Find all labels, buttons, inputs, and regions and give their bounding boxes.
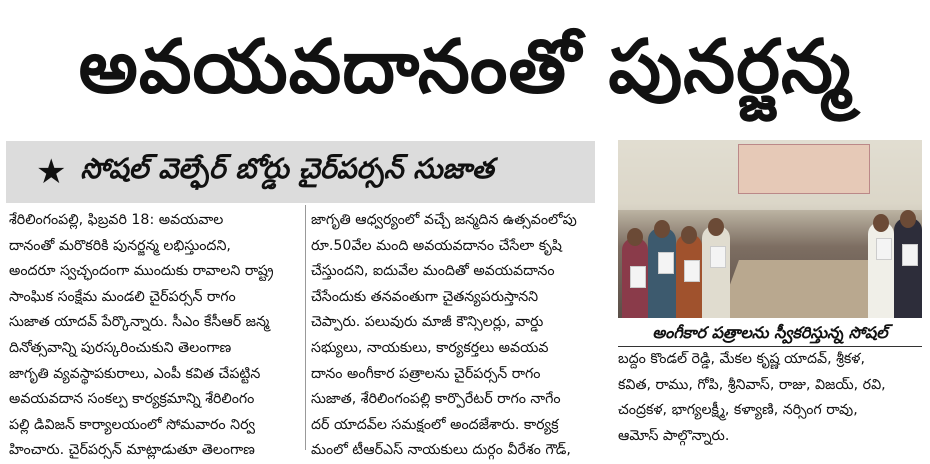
subheading: సోషల్ వెల్ఫేర్ బోర్డు చైర్‌పర్సన్ సుజాత — [80, 152, 494, 185]
photo-head — [681, 226, 697, 244]
photo-head — [900, 210, 916, 228]
news-photo — [618, 140, 922, 318]
text-line: బద్దం కొండల్ రెడ్డి, మేకల కృష్ణ యాదవ్, శ్రీకళ, — [618, 351, 865, 367]
photo-paper — [684, 260, 700, 282]
photo-person — [894, 218, 922, 318]
photo-caption: అంగీకార పత్రాలను స్వీకరిస్తున్న సోషల్ — [618, 320, 922, 347]
text-line: మంలో టీఆర్ఎస్ నాయకులు దుర్గం వీరేశం గౌడ్, — [311, 442, 571, 459]
photo-person — [702, 226, 730, 318]
text-line: సుజాత యాదవ్ పేర్కొన్నారు. సీఎం కేసీఆర్ జన్మ — [9, 314, 270, 331]
article-column-2 — [311, 208, 601, 464]
article-column-1 — [9, 208, 299, 464]
photo-head — [627, 228, 643, 246]
text-line: ఆమోస్ పాల్గొన్నారు. — [618, 427, 730, 444]
photo-person — [868, 222, 894, 318]
column-divider — [305, 205, 306, 450]
text-line: శేరిలింగంపల్లి, ఫిబ్రవరి 18: అవయవాల — [9, 212, 224, 228]
photo-banner — [738, 144, 870, 194]
subheading-box — [6, 141, 595, 203]
text-line: దానం అంగీకార పత్రాలను చైర్‌పర్సన్ రాగం — [311, 365, 541, 382]
photo-head — [654, 220, 670, 238]
text-line: చేసేందుకు తనవంతుగా చైతన్యపరుస్తానని — [311, 288, 539, 305]
text-line: హించారు. చైర్‌పర్సన్ మాట్లాడుతూ తెలంగాణ — [9, 442, 255, 459]
photo-paper — [902, 244, 918, 266]
text-line: దానంతో మరొకరికి పునర్జన్మ లభిస్తుందని, — [9, 237, 231, 254]
text-line: రూ.50వేల మంది అవయవదానం చేసేలా కృషి — [311, 237, 562, 254]
text-line: సుజాత, శేరిలింగంపల్లి కార్పొరేటర్ రాగం నాగేం — [311, 391, 561, 408]
photo-head — [708, 218, 724, 236]
text-line: అవయవదాన సంకల్ప కార్యక్రమాన్ని శేరిలింగం — [9, 391, 255, 408]
headline: అవయవదానంతో పునర్జన్మ — [78, 24, 852, 110]
photo-paper — [658, 252, 674, 274]
text-line: కవిత, రాము, గోపి, శ్రీనివాస్, రాజు, విజయ్, రవి, — [618, 376, 886, 393]
text-line: అందరూ స్వచ్ఛందంగా ముందుకు రావాలని రాష్ట్ర — [9, 263, 274, 280]
photo-paper — [876, 238, 892, 260]
photo-paper — [630, 266, 646, 288]
article-column-3 — [618, 347, 920, 449]
text-line: చేస్తుందని, ఐదువేల మందితో అవయవదానం — [311, 263, 555, 280]
text-line: చెప్పారు. పలువురు మాజీ కౌన్సిలర్లు, వార్డు — [311, 314, 544, 331]
text-line: సాంఘిక సంక్షేమ మండలి చైర్‌పర్సన్ రాగం — [9, 288, 236, 305]
text-line: దినోత్సవాన్ని పురస్కరించుకుని తెలంగాణ — [9, 339, 232, 356]
text-line: సభ్యులు, నాయకులు, కార్యకర్తలు అవయవ — [311, 339, 549, 356]
text-line: జాగృతి ఆధ్వర్యంలో వచ్చే జన్మదిన ఉత్సవంలోపు — [311, 212, 577, 228]
star-icon: ★ — [36, 152, 67, 192]
photo-head — [873, 214, 889, 232]
text-line: జాగృతి వ్యవస్థాపకురాలు, ఎంపీ కవిత చేపట్టిన — [9, 365, 261, 382]
text-line: పల్లి డివిజన్ కార్యాలయంలో సోమవారం నిర్వ — [9, 416, 255, 433]
text-line: చంద్రకళ, భాగ్యలక్ష్మీ, కళ్యాణి, నర్సింగ రావు, — [618, 402, 858, 419]
text-line: దర్ యాదవ్‌ల సమక్షంలో అందజేశారు. కార్యక్ర — [311, 416, 559, 433]
photo-paper — [710, 246, 726, 268]
